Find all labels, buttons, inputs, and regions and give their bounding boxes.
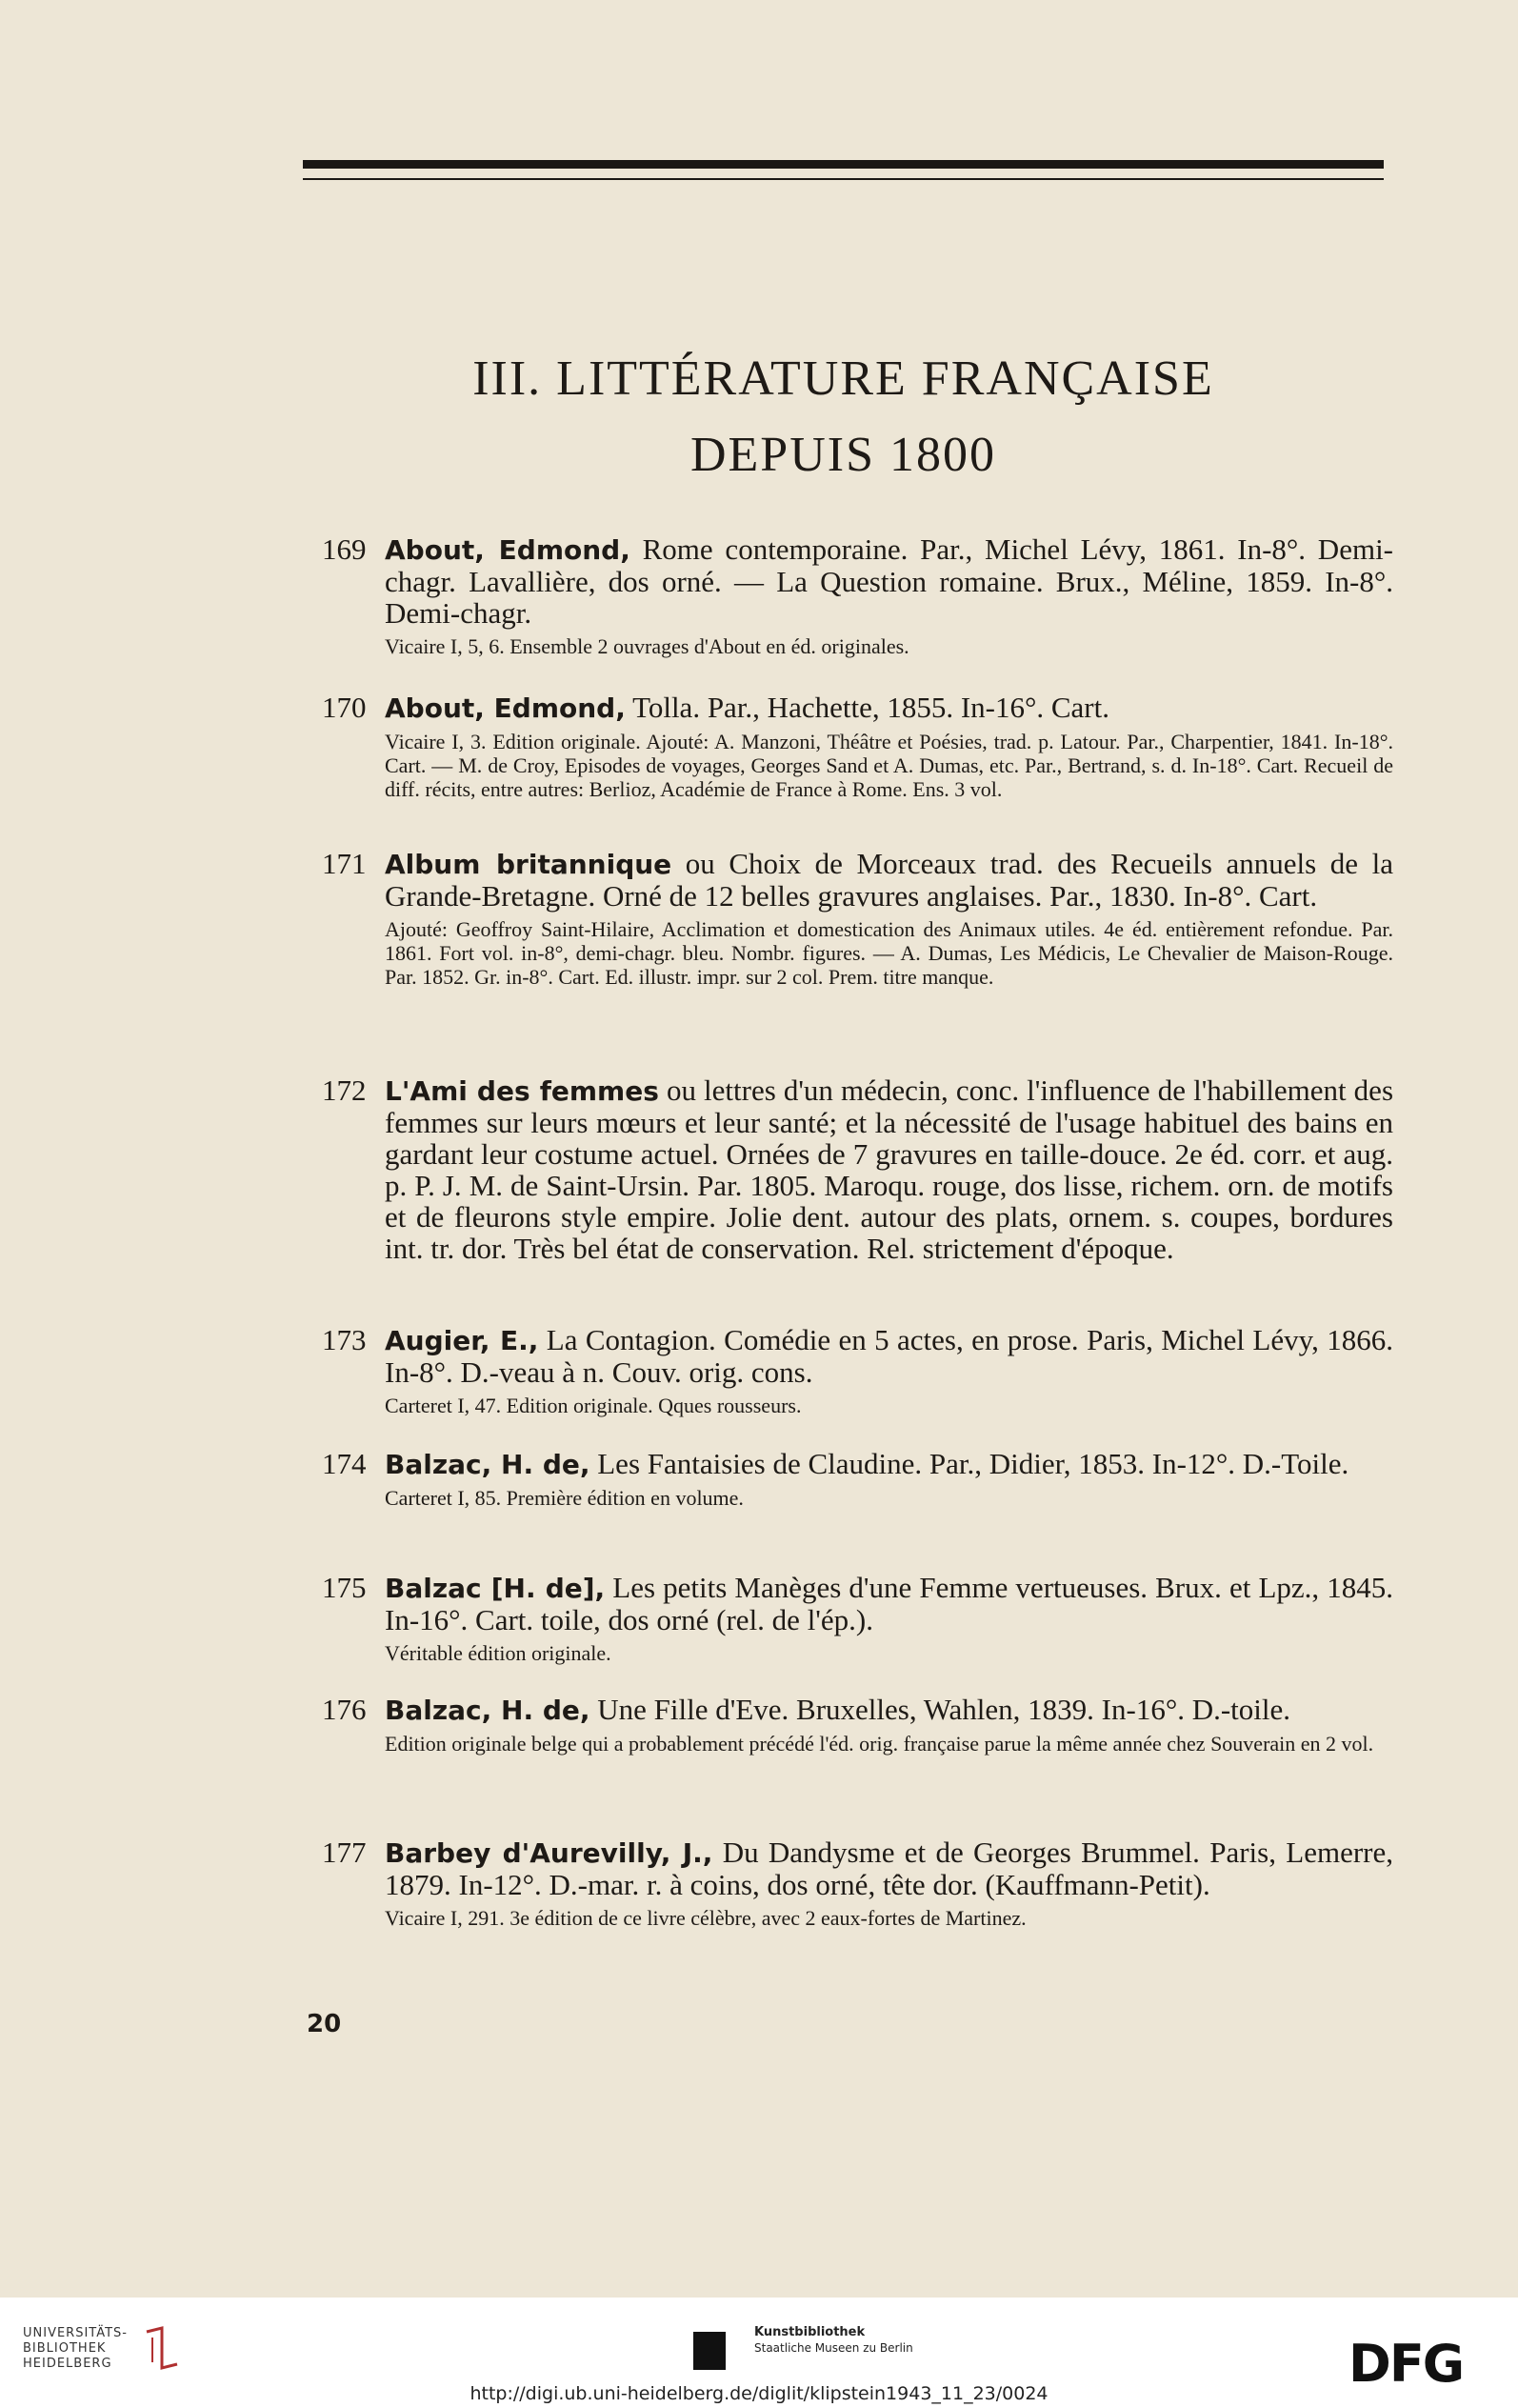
entry-body: [385, 1074, 1393, 1264]
entry-body: [385, 1836, 1393, 1900]
entry-text: Les petits Manèges d'une Femme vertueuses. Brux. et Lpz., 1845. In-16°. Cart. toile, dos orné (rel. de l'ép.).: [385, 1571, 1393, 1636]
entry-text: ou lettres d'un médecin, conc. l'influence de l'habillement des femmes sur leurs mœurs et leur santé; et la nécessité de l'usage habituel des bains en gardant leur costume actuel. Ornées de 7 gravures en taille-douce. 2e éd. corr. et aug. p. P. J. M. de Saint-Ursin. Par. 1805. Maroqu. rouge, dos lisse, richem. orn. de motifs et de fleurons style empire. Jolie dent. autour des plats, ornem. s. coupes, bordures int. tr. dor. Très bel état de conservation. Rel. strictement d'époque.: [385, 1074, 1394, 1265]
section-subtitle: DEPUIS 1800: [689, 428, 997, 482]
entry-body: [385, 533, 1393, 629]
entry-text: ou Choix de Morceaux trad. des Recueils annuels de la Grande-Bretagne. Orné de 12 belles gravures anglaises. Par., 1830. In-8°. Cart.: [385, 847, 1393, 913]
entry-note: Vicaire I, 291. 3e édition de ce livre célèbre, avec 2 eaux-fortes de Martinez.: [385, 1906, 1027, 1930]
catalog-entry: [322, 1694, 1393, 1756]
source-url-link[interactable]: http://digi.ub.uni-heidelberg.de/diglit/klipstein1943_11_23/0024: [469, 2383, 1049, 2404]
entry-number: 173: [322, 1323, 367, 1356]
kunstbibliothek-label: [754, 2324, 913, 2357]
catalog-entry: [322, 1836, 1393, 1930]
entry-body: [385, 848, 1393, 912]
entry-author: L'Ami des femmes: [385, 1075, 659, 1107]
entry-number: 174: [322, 1447, 367, 1480]
entry-author: About, Edmond,: [385, 692, 626, 724]
entry-number: 177: [322, 1836, 367, 1869]
entry-note: Véritable édition originale.: [385, 1641, 611, 1665]
catalog-entry: [322, 1572, 1393, 1665]
entry-note: Carteret I, 47. Edition originale. Qques rousseurs.: [385, 1394, 802, 1417]
entry-note: Carteret I, 85. Première édition en volume.: [385, 1486, 744, 1510]
entry-author: Balzac, H. de,: [385, 1695, 590, 1726]
entry-note: Edition originale belge qui a probablement précédé l'éd. orig. française parue la même année chez Souverain en 2 vol.: [385, 1732, 1374, 1756]
entry-note: Vicaire I, 5, 6. Ensemble 2 ouvrages d'About en éd. originales.: [385, 634, 909, 658]
catalog-entry: [322, 533, 1393, 658]
kunst-line: Staatliche Museen zu Berlin: [754, 2341, 913, 2355]
kunst-line: Kunstbibliothek: [754, 2325, 866, 2339]
entry-author: Augier, E.,: [385, 1325, 539, 1356]
entry-number: 172: [322, 1074, 367, 1107]
entry-author: About, Edmond,: [385, 534, 630, 566]
university-line: HEIDELBERG: [23, 2357, 112, 2371]
kunstbibliothek-logo-icon: [693, 2332, 726, 2370]
entry-author: Balzac, H. de,: [385, 1449, 590, 1480]
section-title: III. LITTÉRATURE FRANÇAISE: [472, 351, 1214, 406]
entry-text: Du Dandysme et de Georges Brummel. Paris, Lemerre, 1879. In-12°. D.-mar. r. à coins, dos orné, tête dor. (Kauffmann-Petit).: [385, 1836, 1394, 1901]
entry-body: [385, 1324, 1393, 1388]
entry-body: [385, 1694, 1393, 1726]
entry-author: Album britannique: [385, 849, 672, 880]
top-rule-thick: [303, 160, 1384, 169]
university-logo-icon: [143, 2324, 181, 2372]
entry-number: 171: [322, 847, 367, 880]
top-rule-thin: [303, 178, 1384, 180]
catalog-entry: [322, 1324, 1393, 1417]
entry-text: La Contagion. Comédie en 5 actes, en prose. Paris, Michel Lévy, 1866. In-8°. D.-veau à n. Couv. orig. cons.: [385, 1323, 1394, 1389]
digitization-footer: [0, 2298, 1518, 2408]
catalog-entry: [322, 1074, 1393, 1264]
entry-number: 176: [322, 1693, 367, 1726]
entry-text: Les Fantaisies de Claudine. Par., Didier, 1853. In-12°. D.-Toile.: [597, 1447, 1349, 1480]
entry-author: Balzac [H. de],: [385, 1573, 606, 1604]
entry-body: [385, 1448, 1393, 1480]
catalog-entry: [322, 848, 1393, 989]
page-number: 20: [307, 2010, 342, 2038]
catalog-entry: [322, 1448, 1393, 1510]
entry-number: 175: [322, 1571, 367, 1604]
entry-number: 169: [322, 532, 367, 566]
entry-text: Rome contemporaine. Par., Michel Lévy, 1861. In-8°. Demi-chagr. Lavallière, dos orné. — La Question romaine. Brux., Méline, 1859. In-8°. Demi-chagr.: [385, 532, 1394, 630]
entry-note: Vicaire I, 3. Edition originale. Ajouté: A. Manzoni, Théâtre et Poésies, trad. p. Latour. Par., Charpentier, 1841. In-18°. Cart. — M. de Croy, Episodes de voyages, Georges Sand et A. Dumas, etc. Par., Bertrand, s. d. In-18°. Cart. Recueil de diff. récits, entre autres: Berlioz, Académie de France à Rome. Ens. 3 vol.: [385, 730, 1393, 801]
entry-text: Tolla. Par., Hachette, 1855. In-16°. Cart.: [632, 691, 1109, 724]
dfg-logo: DFG: [1348, 2334, 1464, 2394]
entry-body: [385, 692, 1393, 724]
university-line: UNIVERSITÄTS-: [23, 2326, 128, 2340]
university-library-label: [23, 2326, 128, 2372]
university-line: BIBLIOTHEK: [23, 2341, 107, 2356]
entry-body: [385, 1572, 1393, 1635]
entry-number: 170: [322, 691, 367, 724]
entry-author: Barbey d'Aurevilly, J.,: [385, 1837, 713, 1869]
catalog-entry: [322, 692, 1393, 801]
entry-note: Ajouté: Geoffroy Saint-Hilaire, Acclimation et domestication des Animaux utiles. 4e éd. entièrement refondue. Par. 1861. Fort vol. in-8°, demi-chagr. bleu. Nombr. figures. — A. Dumas, Les Médicis, Le Chevalier de Maison-Rouge. Par. 1852. Gr. in-8°. Cart. Ed. illustr. impr. sur 2 col. Prem. titre manque.: [385, 917, 1393, 989]
entry-text: Une Fille d'Eve. Bruxelles, Wahlen, 1839. In-16°. D.-toile.: [597, 1693, 1291, 1726]
